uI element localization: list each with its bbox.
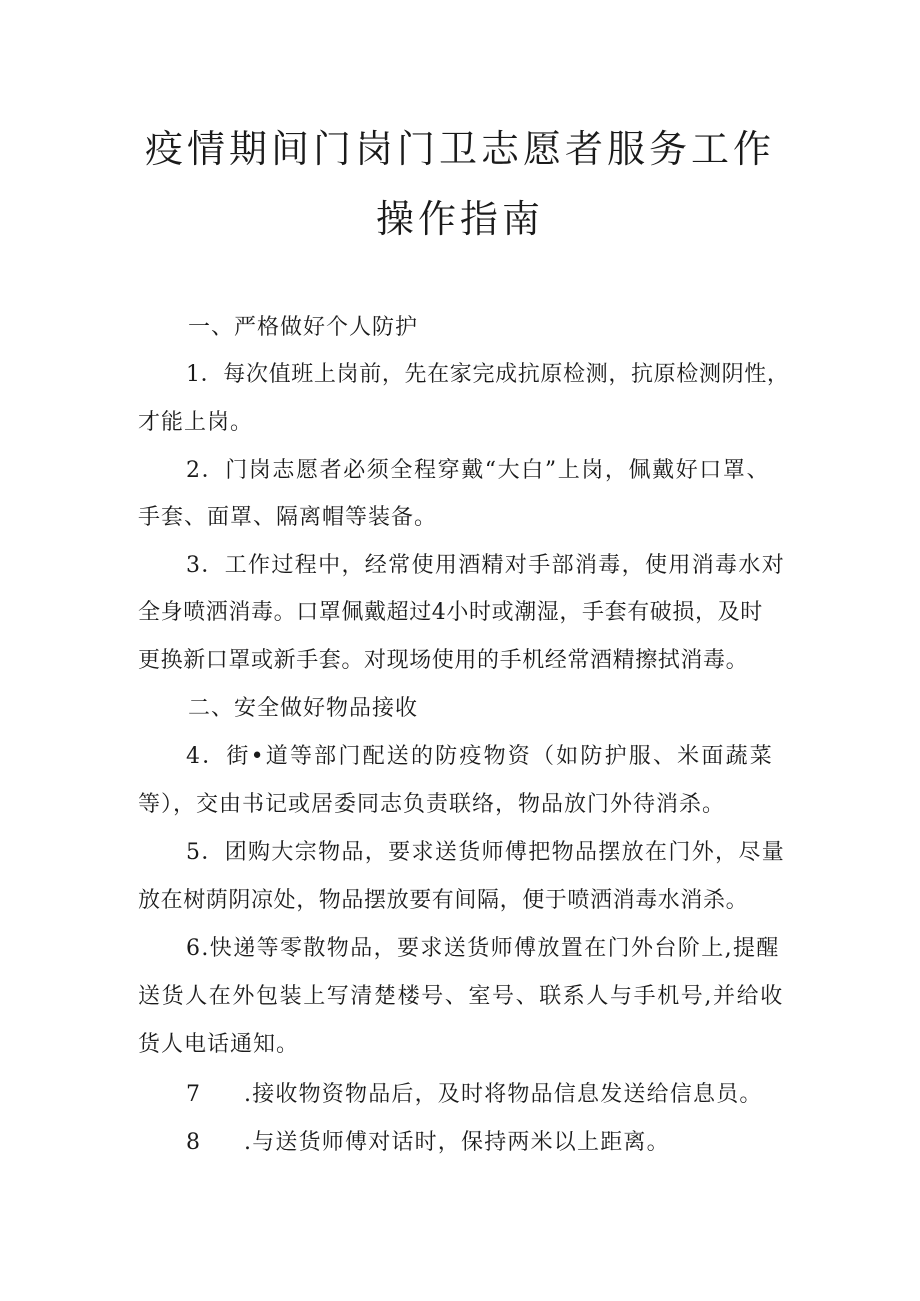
item3-line3: 更换新口罩或新手套。对现场使用的手机经常酒精擦拭消毒。 — [138, 648, 749, 673]
item4-line2: 等），交由书记或居委同志负责联络，物品放门外待消杀。 — [138, 792, 726, 817]
item5-line1: 5．团购大宗物品，要求送货师傅把物品摆放在门外，尽量 — [186, 840, 786, 865]
section1-heading: 一、严格做好个人防护 — [188, 315, 419, 340]
document-title-line2: 操作指南 — [375, 197, 544, 241]
item5-line2: 放在树荫阴凉处，物品摆放要有间隔，便于喷洒消毒水消杀。 — [138, 888, 749, 913]
item4-line1: 4．街•道等部门配送的防疫物资（如防护服、米面蔬菜 — [186, 744, 774, 769]
item2-line2: 手套、面罩、隔离帽等装备。 — [138, 505, 438, 530]
item6-line3: 货人电话通知。 — [138, 1032, 300, 1057]
item2-line1: 2．门岗志愿者必须全程穿戴“大白”上岗，佩戴好口罩、 — [186, 458, 771, 483]
section2-heading: 二、安全做好物品接收 — [188, 696, 419, 721]
item6-line1: 6.快递等零散物品，要求送货师傅放置在门外台阶上,提醒 — [186, 936, 780, 961]
item6-line2: 送货人在外包装上写清楚楼号、室号、联系人与手机号,并给收 — [138, 984, 784, 1009]
item7-text: .接收物资物品后，及时将物品信息发送给信息员。 — [244, 1082, 763, 1107]
item8-text: .与送货师傅对话时，保持两米以上距离。 — [244, 1130, 670, 1155]
document-title-line1: 疫情期间门岗门卫志愿者服务工作 — [144, 127, 775, 171]
item3-line1: 3．工作过程中，经常使用酒精对手部消毒，使用消毒水对 — [186, 553, 786, 578]
item3-line2: 全身喷洒消毒。口罩佩戴超过4小时或潮湿，手套有破损，及时 — [138, 600, 763, 625]
item1-line2: 才能上岗。 — [138, 410, 254, 435]
item7-number: 7 — [186, 1082, 201, 1107]
item8-number: 8 — [186, 1130, 201, 1155]
item1-line1: 1．每次值班上岗前，先在家完成抗原检测，抗原检测阴性， — [186, 362, 790, 387]
